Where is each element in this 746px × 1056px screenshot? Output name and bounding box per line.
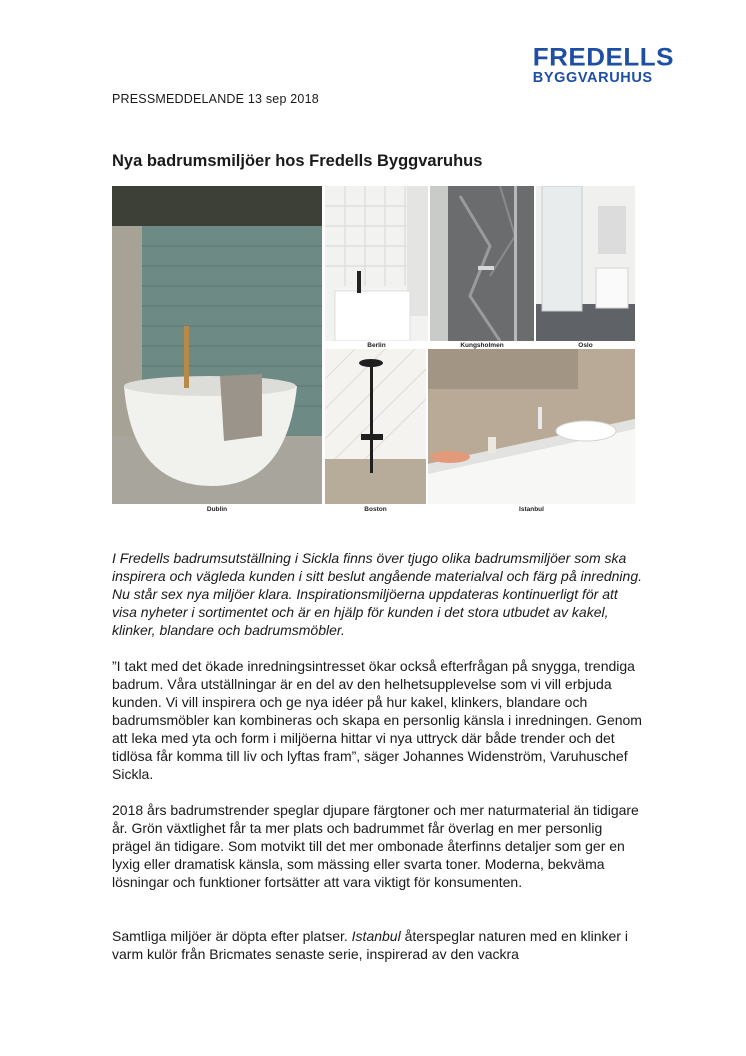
- caption-dublin: Dublin: [206, 506, 228, 513]
- logo-line-2: BYGGVARUHUS: [532, 70, 653, 86]
- photo-berlin: [325, 186, 428, 341]
- trends-paragraph: 2018 års badrumstrender speglar djupare färgtoner och mer naturmaterial än tidigare år. Grön växtlighet får ta mer plats och badrummet får överlag en mer personlig prägel än tidigare. Som motvikt till det mer ombonade återfinns detaljer som ger en lyxig eller dramatisk känsla, som mässing eller svarta toner. Moderna, bekväma lösningar och funktioner fortsätter att vara viktigt för konsumenten.: [112, 802, 639, 890]
- intro-paragraph: I Fredells badrumsutställning i Sickla finns över tjugo olika badrumsmiljöer som ska inspirera och vägleda kunden i sitt beslut angående materialval och färg på inredning. Nu står sex nya miljöer klara. Inspirationsmiljöerna uppdateras kontinuerligt för att visa nyheter i sortimentet och är en hjälp för kunden i det stora utbudet av kakel, klinker, blandare och badrumsmöbler.: [112, 550, 643, 638]
- bathroom-collage: [112, 186, 635, 516]
- places-istanbul: Istanbul: [351, 928, 401, 944]
- places-text-start: Samtliga miljöer är döpta efter platser.: [112, 928, 352, 944]
- caption-kungsholmen: Kungsholmen: [460, 342, 504, 349]
- photo-oslo: [536, 186, 635, 341]
- logo-line-1: FREDELLS: [532, 42, 674, 72]
- fredells-logo: [533, 44, 674, 86]
- caption-istanbul: Istanbul: [519, 506, 544, 513]
- caption-oslo: Oslo: [578, 342, 593, 349]
- photo-istanbul: [428, 349, 635, 504]
- photo-kungsholmen: [430, 186, 534, 341]
- places-paragraph: [112, 927, 642, 963]
- page-title: Nya badrumsmiljöer hos Fredells Byggvaruhus: [112, 152, 483, 170]
- places-text-rest: återspeglar naturen med en klinker i varm kulör från Bricmates senaste serie, inspirerad av den vackra: [112, 928, 628, 962]
- quote-paragraph: ”I takt med det ökade inredningsintresset ökar också efterfrågan på snygga, trendiga badrum. Våra utställningar är en del av den helhetsupplevelse som vi vill erbjuda kunden. Vi vill inspirera och ge nya idéer på hur kakel, klinkers, blandare och badrumsmöbler kan kombineras och skapa en personlig känsla i inredningen. Genom att leka med yta och form i miljöerna hittar vi nya uttryck där både trender och det tidlösa får komma till liv och lyftas fram”, säger Johannes Widenström, Varuhuschef Sickla.: [112, 658, 642, 782]
- press-release-date: PRESSMEDDELANDE 13 sep 2018: [112, 92, 319, 106]
- caption-boston: Boston: [364, 506, 387, 513]
- caption-berlin: Berlin: [367, 342, 386, 349]
- photo-boston: [325, 349, 426, 504]
- photo-dublin: [112, 186, 322, 504]
